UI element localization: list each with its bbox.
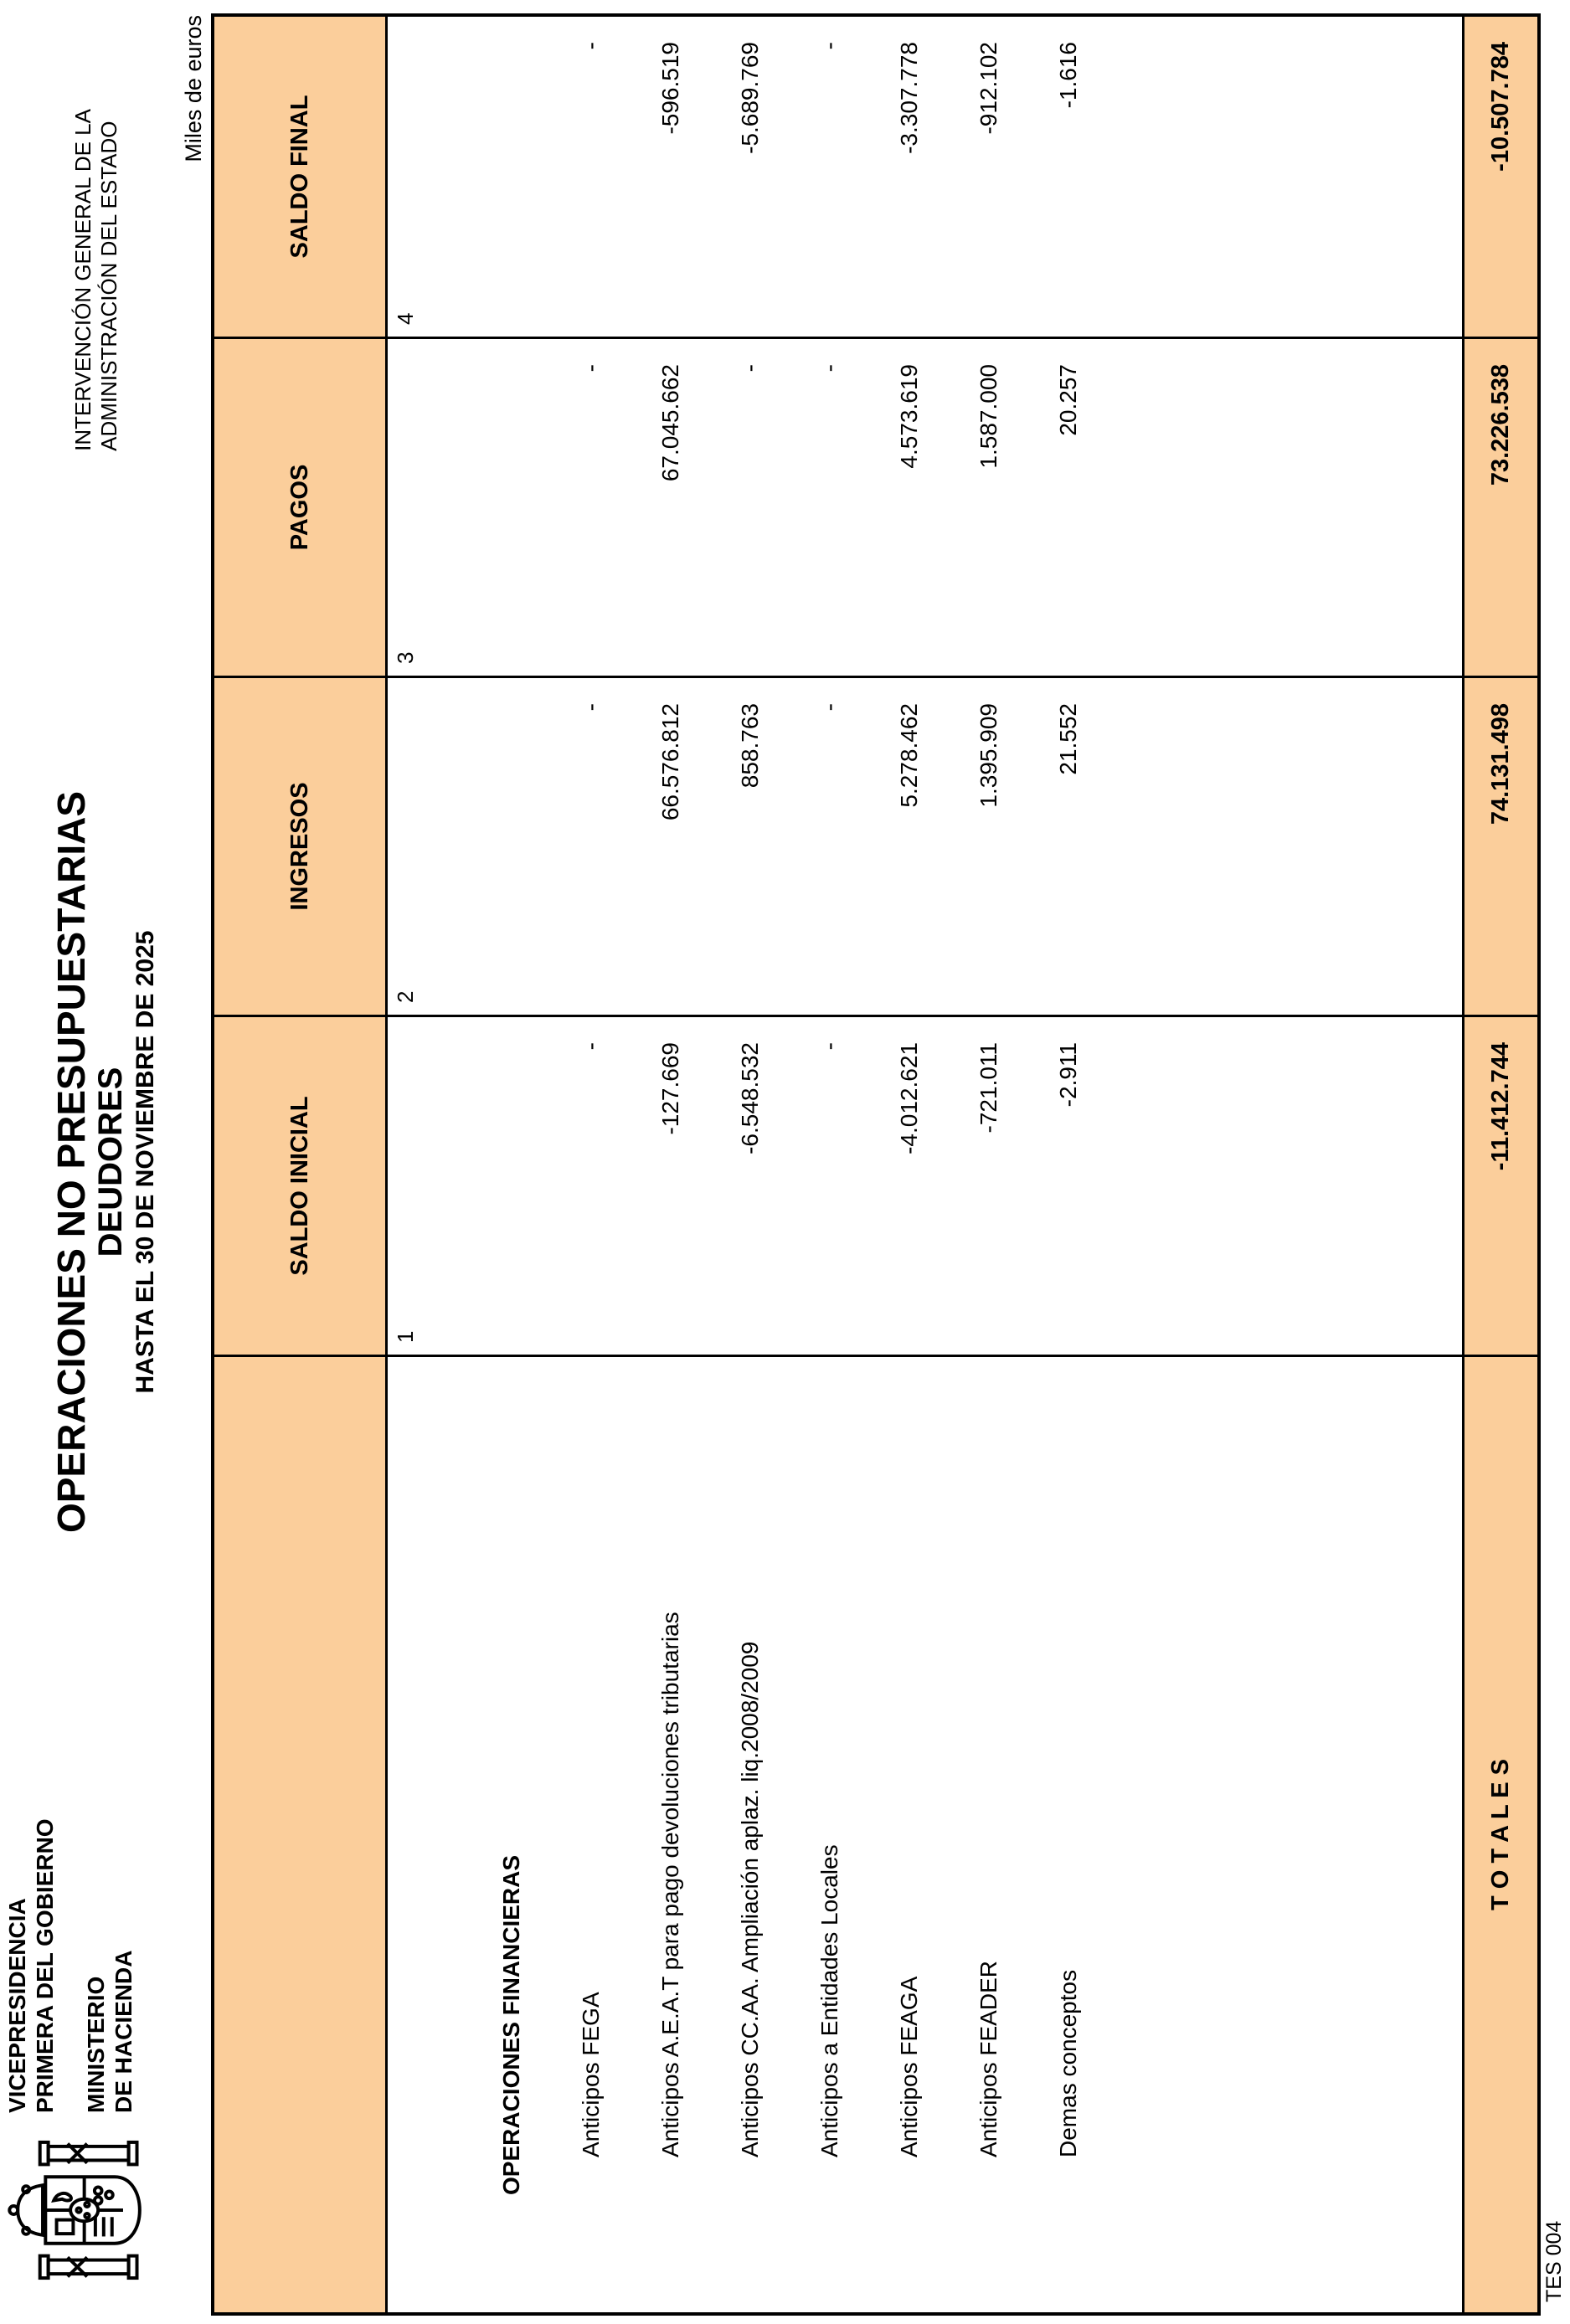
section-label: OPERACIONES FINANCIERAS	[497, 1854, 524, 2195]
totals-saldo-inicial: -11.412.744	[1462, 1017, 1537, 1357]
totals-row	[1462, 17, 1537, 2312]
saldo-inicial-cell: -127.669	[631, 1017, 710, 1357]
row-label-cell: Anticipos a Entidades Locales	[816, 1844, 842, 2157]
saldo-inicial-cell: -2.911	[1028, 1017, 1108, 1357]
row-label-cell: Anticipos CC.AA. Ampliación aplaz. liq.2008/2009	[736, 1641, 763, 2157]
ingresos-cell: 5.278.462	[869, 678, 949, 1017]
ingresos-cell: 21.552	[1028, 678, 1108, 1017]
row-label-cell: Anticipos FEADER	[975, 1961, 1001, 2157]
row-label-cell: Anticipos FEAGA	[895, 1976, 922, 2157]
saldo-inicial-cell: -721.011	[949, 1017, 1028, 1357]
page-title: OPERACIONES NO PRESUPUESTARIAS	[49, 790, 93, 1534]
department-line-2: PRIMERA DEL GOBIERNO	[32, 1818, 58, 2113]
header-cell-pagos: PAGOS	[214, 339, 388, 678]
column-number-3: 3	[388, 339, 435, 678]
column-number-row	[388, 17, 435, 2312]
department-block	[3, 1818, 59, 2113]
saldo-inicial-cell: -	[790, 1017, 869, 1357]
pagos-cell: -	[710, 339, 790, 678]
totals-label: T O T A L E S	[1462, 1357, 1537, 2312]
row-label-cell: Demas conceptos	[1054, 1969, 1081, 2157]
saldo-final-cell: -596.519	[631, 17, 710, 339]
row-label-cell: Anticipos A.E.A.T para pago devoluciones tributarias	[656, 1612, 683, 2157]
filler-row	[1108, 17, 1462, 2312]
table-body-rows	[551, 17, 1108, 2312]
saldo-final-cell: -912.102	[949, 17, 1028, 339]
saldo-final-cell: -	[790, 17, 869, 339]
form-code: TES 004	[1542, 2220, 1566, 2302]
pagos-cell: 1.587.000	[949, 339, 1028, 678]
table-row	[869, 17, 949, 2312]
pagos-cell: 20.257	[1028, 339, 1108, 678]
header-cell-saldo-final: SALDO FINAL	[214, 17, 388, 339]
saldo-final-cell: -1.616	[1028, 17, 1108, 339]
column-number-empty	[388, 1357, 435, 2312]
totals-ingresos: 74.131.498	[1462, 678, 1537, 1017]
units-label: Miles de euros	[181, 15, 206, 162]
header-cell-ingresos: INGRESOS	[214, 678, 388, 1017]
header-cell-empty	[214, 1357, 388, 2312]
page-period: HASTA EL 30 DE NOVIEMBRE DE 2025	[131, 930, 159, 1394]
table-row	[949, 17, 1028, 2312]
section-row	[471, 17, 551, 2312]
ministry-line-2: DE HACIENDA	[111, 1950, 136, 2113]
header-cell-saldo-inicial: SALDO INICIAL	[214, 1017, 388, 1357]
saldo-inicial-cell: -6.548.532	[710, 1017, 790, 1357]
department-line-1: VICEPRESIDENCIA	[4, 1898, 30, 2113]
coat-of-arms-icon	[7, 2140, 159, 2280]
ingresos-cell: 66.576.812	[631, 678, 710, 1017]
page-subtitle: DEUDORES	[92, 1067, 129, 1257]
ingresos-cell: -	[551, 678, 631, 1017]
pagos-cell: -	[790, 339, 869, 678]
table-header-row	[214, 17, 388, 2312]
totals-pagos: 73.226.538	[1462, 339, 1537, 678]
spacer-row	[435, 17, 471, 2312]
saldo-inicial-cell: -4.012.621	[869, 1017, 949, 1357]
table-row	[710, 17, 790, 2312]
agency-block	[70, 109, 122, 451]
saldo-final-cell: -	[551, 17, 631, 339]
ministry-line-1: MINISTERIO	[83, 1976, 109, 2113]
pagos-cell: 4.573.619	[869, 339, 949, 678]
column-number-4: 4	[388, 17, 435, 339]
table-row	[551, 17, 631, 2312]
agency-line-2: ADMINISTRACIÓN DEL ESTADO	[96, 121, 121, 451]
column-number-1: 1	[388, 1017, 435, 1357]
saldo-final-cell: -5.689.769	[710, 17, 790, 339]
row-label-cell: Anticipos FEGA	[577, 1992, 604, 2157]
totals-saldo-final: -10.507.784	[1462, 17, 1537, 339]
ministry-block	[82, 1951, 137, 2113]
column-number-2: 2	[388, 678, 435, 1017]
table-row	[631, 17, 710, 2312]
title-block	[50, 791, 162, 1533]
pagos-cell: -	[551, 339, 631, 678]
saldo-inicial-cell: -	[551, 1017, 631, 1357]
ingresos-cell: 858.763	[710, 678, 790, 1017]
operations-table	[211, 13, 1541, 2316]
agency-line-1: INTERVENCIÓN GENERAL DE LA	[70, 109, 95, 451]
ingresos-cell: 1.395.909	[949, 678, 1028, 1017]
table-row	[1028, 17, 1108, 2312]
ingresos-cell: -	[790, 678, 869, 1017]
spain-coat-of-arms-logo	[7, 2140, 159, 2280]
table-row	[790, 17, 869, 2312]
saldo-final-cell: -3.307.778	[869, 17, 949, 339]
pagos-cell: 67.045.662	[631, 339, 710, 678]
